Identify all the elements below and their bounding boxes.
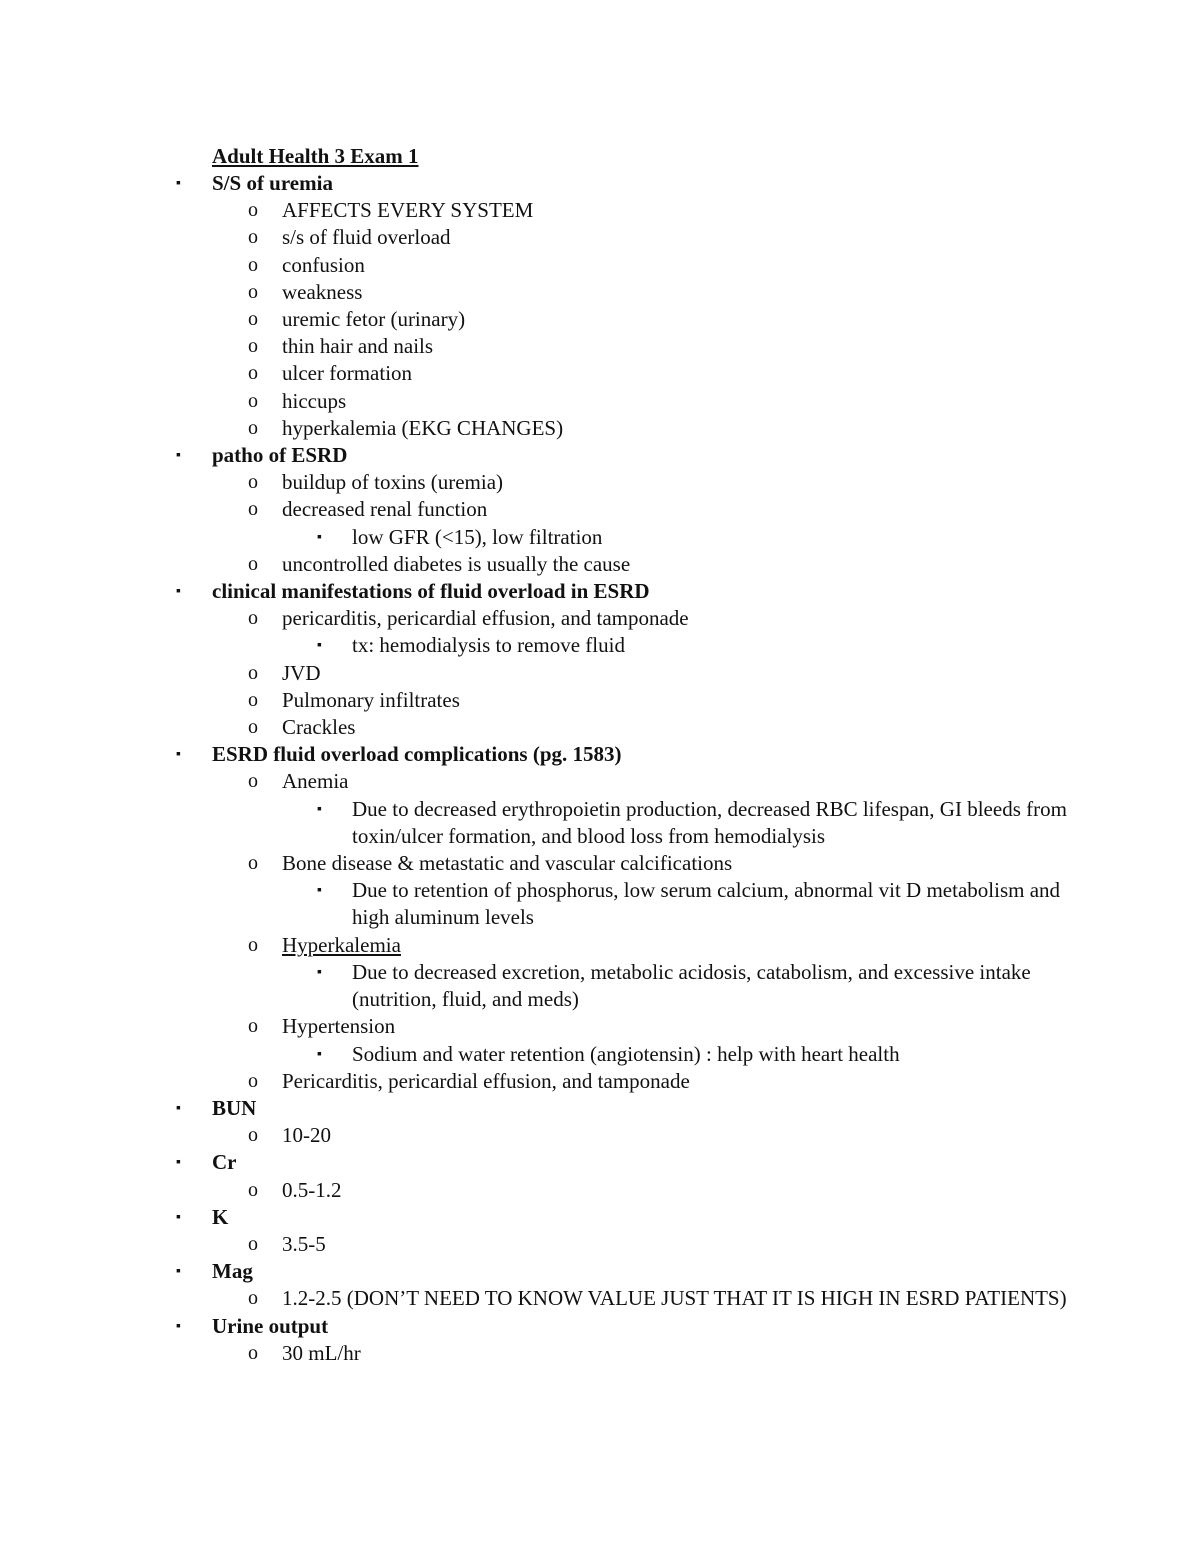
list-item: [0, 1068, 1200, 1095]
item-text: Pulmonary infiltrates: [282, 687, 460, 712]
sub-list: [0, 605, 1200, 741]
list-item: [0, 469, 1200, 496]
detail-text: Due to decreased erythropoietin production, decreased RBC lifespan, GI bleeds from toxin/ulcer formation, and blood loss from hemodialysis: [352, 796, 1067, 848]
circle-bullet-icon: o: [248, 1015, 258, 1038]
section-item: [0, 1095, 1200, 1149]
outline-list: [0, 170, 1200, 1367]
item-text: JVD: [282, 660, 321, 685]
square-bullet-icon: ▪: [176, 176, 181, 191]
sub-list: [0, 1231, 1200, 1258]
list-item: [0, 605, 1200, 659]
circle-bullet-icon: o: [248, 1287, 258, 1310]
detail-text: Sodium and water retention (angiotensin) : help with heart health: [352, 1041, 900, 1066]
item-text: Bone disease & metastatic and vascular calcifications: [282, 851, 733, 876]
item-text: pericarditis, pericardial effusion, and tamponade: [282, 606, 689, 631]
list-item: [0, 714, 1200, 741]
circle-bullet-icon: o: [248, 716, 258, 739]
list-item: [0, 306, 1200, 333]
detail-text: Due to retention of phosphorus, low serum calcium, abnormal vit D metabolism and high aluminum levels: [352, 878, 1061, 930]
section-heading: K: [212, 1204, 229, 1229]
circle-bullet-icon: o: [248, 1124, 258, 1147]
square-bullet-icon: ▪: [176, 1209, 181, 1225]
circle-bullet-icon: o: [248, 199, 258, 222]
list-item: [0, 1340, 1200, 1367]
item-text: uncontrolled diabetes is usually the cause: [282, 551, 631, 576]
detail-text: Due to decreased excretion, metabolic acidosis, catabolism, and excessive intake (nutrition, fluid, and meds): [352, 959, 1031, 1012]
circle-bullet-icon: o: [248, 852, 258, 875]
circle-bullet-icon: o: [248, 362, 258, 385]
square-bullet-icon: ▪: [176, 1100, 181, 1116]
item-text: AFFECTS EVERY SYSTEM: [282, 198, 534, 223]
circle-bullet-icon: o: [248, 308, 258, 331]
section-item: [0, 1313, 1200, 1367]
list-item: [0, 279, 1200, 306]
document-title: Adult Health 3 Exam 1: [212, 144, 419, 168]
square-bullet-icon: ▪: [317, 883, 322, 899]
item-text: 3.5-5: [282, 1231, 326, 1256]
sub-sub-list: [0, 1041, 1200, 1068]
square-bullet-icon: ▪: [317, 801, 322, 817]
circle-bullet-icon: o: [248, 226, 258, 249]
circle-bullet-icon: o: [248, 335, 258, 358]
list-item: [0, 768, 1200, 850]
circle-bullet-icon: o: [248, 416, 258, 439]
detail-item: [0, 959, 1200, 1013]
list-item: [0, 1177, 1200, 1204]
list-item: [0, 496, 1200, 550]
detail-text: low GFR (<15), low filtration: [352, 524, 603, 549]
sub-list: [0, 197, 1200, 442]
square-bullet-icon: ▪: [176, 1264, 181, 1280]
item-text: decreased renal function: [282, 497, 488, 522]
item-text: Pericarditis, pericardial effusion, and tamponade: [282, 1068, 690, 1093]
section-heading: BUN: [212, 1095, 257, 1120]
item-text: thin hair and nails: [282, 334, 434, 359]
item-text: 10-20: [282, 1123, 331, 1148]
circle-bullet-icon: o: [248, 389, 258, 412]
list-item: [0, 850, 1200, 932]
square-bullet-icon: ▪: [176, 1318, 181, 1334]
sub-list: [0, 768, 1200, 1094]
circle-bullet-icon: o: [248, 498, 258, 521]
item-text: ulcer formation: [282, 361, 413, 386]
circle-bullet-icon: o: [248, 1232, 258, 1255]
square-bullet-icon: ▪: [317, 529, 322, 545]
detail-item: [0, 877, 1200, 931]
underlined-item-text: Hyperkalemia: [282, 932, 401, 957]
section-heading: patho of ESRD: [212, 443, 348, 468]
section-item: [0, 578, 1200, 741]
circle-bullet-icon: o: [248, 1178, 258, 1201]
sub-sub-list: [0, 796, 1200, 850]
circle-bullet-icon: o: [248, 471, 258, 494]
detail-item: [0, 796, 1200, 850]
section-item: [0, 1204, 1200, 1258]
sub-sub-list: [0, 524, 1200, 551]
square-bullet-icon: ▪: [176, 448, 181, 464]
list-item: [0, 1285, 1200, 1312]
list-item: [0, 1231, 1200, 1258]
list-item: [0, 415, 1200, 442]
circle-bullet-icon: o: [248, 688, 258, 711]
list-item: [0, 1122, 1200, 1149]
item-text: confusion: [282, 252, 365, 277]
item-text: weakness: [282, 279, 363, 304]
circle-bullet-icon: o: [248, 1341, 258, 1364]
square-bullet-icon: ▪: [317, 638, 322, 654]
section-heading: ESRD fluid overload complications (pg. 1583): [212, 742, 622, 767]
list-item: [0, 388, 1200, 415]
section-heading: S/S of uremia: [212, 171, 333, 195]
square-bullet-icon: ▪: [317, 964, 322, 980]
section-item: [0, 741, 1200, 1095]
sub-list: [0, 1177, 1200, 1204]
sub-list: [0, 469, 1200, 578]
circle-bullet-icon: o: [248, 280, 258, 303]
circle-bullet-icon: o: [248, 933, 258, 956]
list-item: [0, 932, 1200, 1014]
item-text: [282, 932, 1072, 959]
item-text: 1.2-2.5 (DON’T NEED TO KNOW VALUE JUST THAT IT IS HIGH IN ESRD PATIENTS): [282, 1286, 1067, 1311]
section-item: [0, 442, 1200, 578]
item-text: buildup of toxins (uremia): [282, 470, 504, 495]
list-item: [0, 224, 1200, 251]
square-bullet-icon: ▪: [176, 584, 181, 600]
sub-list: [0, 1285, 1200, 1312]
detail-item: [0, 524, 1200, 551]
square-bullet-icon: ▪: [176, 1155, 181, 1171]
section-heading: clinical manifestations of fluid overload in ESRD: [212, 579, 650, 604]
sub-sub-list: [0, 877, 1200, 931]
section-item: [0, 1149, 1200, 1203]
detail-text: tx: hemodialysis to remove fluid: [352, 633, 625, 658]
detail-item: [0, 1041, 1200, 1068]
detail-item: [0, 632, 1200, 659]
section-heading: Mag: [212, 1259, 253, 1284]
sub-list: [0, 1340, 1200, 1367]
square-bullet-icon: ▪: [317, 1046, 322, 1062]
item-text: uremic fetor (urinary): [282, 307, 466, 332]
circle-bullet-icon: o: [248, 253, 258, 276]
list-item: [0, 1013, 1200, 1067]
list-item: [0, 660, 1200, 687]
circle-bullet-icon: o: [248, 552, 258, 575]
item-text: 30 mL/hr: [282, 1340, 361, 1365]
list-item: [0, 197, 1200, 224]
circle-bullet-icon: o: [248, 607, 258, 630]
circle-bullet-icon: o: [248, 1069, 258, 1092]
item-text: 0.5-1.2: [282, 1177, 342, 1202]
square-bullet-icon: ▪: [176, 747, 181, 763]
section-heading: Cr: [212, 1150, 237, 1175]
sub-sub-list: [0, 959, 1200, 1013]
section-heading: Urine output: [212, 1313, 329, 1338]
circle-bullet-icon: o: [248, 770, 258, 793]
item-text: Crackles: [282, 715, 356, 740]
item-text: hiccups: [282, 388, 347, 413]
sub-sub-list: [0, 632, 1200, 659]
list-item: [0, 360, 1200, 387]
item-text: Anemia: [282, 769, 349, 794]
list-item: [0, 551, 1200, 578]
item-text: s/s of fluid overload: [282, 225, 451, 250]
section-item: [0, 170, 1200, 442]
list-item: [0, 333, 1200, 360]
item-text: hyperkalemia (EKG CHANGES): [282, 415, 564, 440]
circle-bullet-icon: o: [248, 661, 258, 684]
section-item: [0, 1258, 1200, 1312]
list-item: [0, 252, 1200, 279]
list-item: [0, 687, 1200, 714]
item-text: Hypertension: [282, 1014, 396, 1039]
sub-list: [0, 1122, 1200, 1149]
